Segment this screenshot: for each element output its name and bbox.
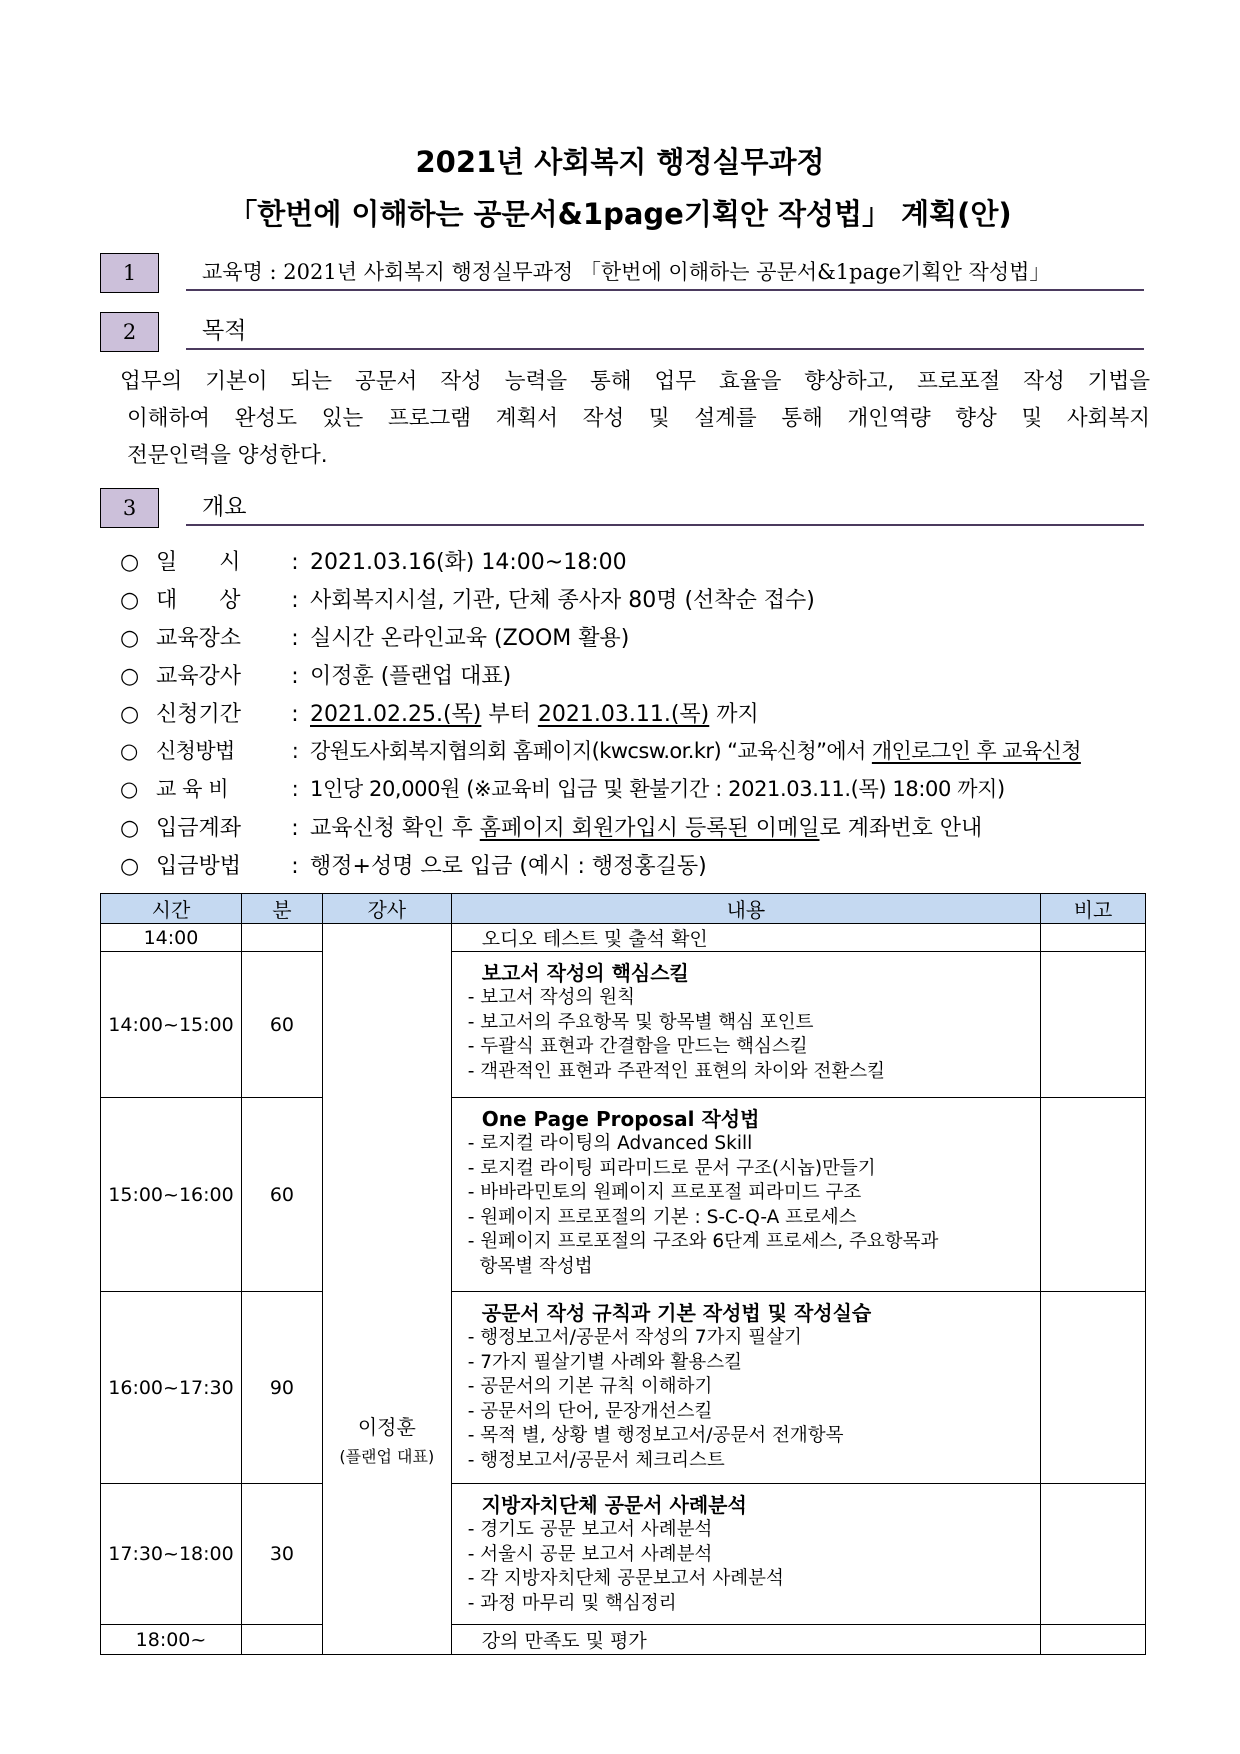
table-row [101,1625,1146,1655]
separator: : [291,739,299,763]
cell-minutes: 60 [241,952,322,1098]
overview-label: 일 시 [156,550,241,575]
list-item: 항목별 작성법 [467,1255,593,1277]
cell-instructor [322,924,451,1655]
overview-date [120,545,1170,576]
overview-value: 사회복지시설, 기관, 단체 종사자 80명 (선착순 접수) [310,588,815,613]
account-pre: 교육신청 확인 후 [310,816,480,841]
overview-value: 강원도사회복지협의회 홈페이지(kwcsw.or.kr) “교육신청”에서 [310,739,872,763]
cell-content [451,1098,1040,1292]
cell-minutes [241,1625,322,1655]
cell-time: 15:00~16:00 [101,1098,242,1292]
overview-label: 입금계좌 [156,816,242,841]
cell-note [1041,1098,1146,1292]
block-title: 지방자치단체 공문서 사례분석 [481,1493,747,1517]
separator: : [291,626,299,651]
purpose-line: 이해하여 완성도 있는 프로그램 계획서 작성 및 설계를 통해 개인역량 향상 및 사회복지 [127,406,1150,431]
list-item: - 행정보고서/공문서 체크리스트 [467,1449,725,1471]
cell-minutes: 90 [241,1292,322,1484]
circle-bullet-icon: ○ [120,588,140,613]
overview-account [120,811,1170,842]
cell-content: 오디오 테스트 및 출석 확인 [451,924,1040,952]
list-item: - 보고서 작성의 원칙 [467,987,636,1008]
section-heading: 목적 [186,312,1144,350]
cell-content [451,1292,1040,1484]
cell-note [1041,1484,1146,1625]
list-item: - 원페이지 프로포절의 기본 : S-C-Q-A 프로세스 [467,1206,857,1228]
overview-instructor [120,659,1170,690]
instructor-org: (플랜업 대표) [339,1447,435,1466]
list-item: - 과정 마무리 및 핵심정리 [467,1592,677,1614]
overview-value: 2021.03.16(화) 14:00~18:00 [310,550,627,575]
overview-period [120,697,1170,728]
header-note: 비고 [1041,894,1146,924]
instructor-name: 이정훈 [357,1415,416,1439]
overview-label: 신청기간 [156,702,242,727]
list-item: - 바바라민토의 원페이지 프로포절 피라미드 구조 [467,1182,862,1203]
list-item: - 두괄식 표현과 간결함을 만드는 핵심스킬 [467,1036,808,1057]
list-item: - 7가지 필살기별 사례와 활용스킬 [467,1351,743,1373]
cell-time: 14:00~15:00 [101,952,242,1098]
period-mid: 부터 [481,702,538,727]
overview-label: 교육강사 [156,664,242,689]
block-title: One Page Proposal 작성법 [481,1107,760,1131]
separator: : [291,816,299,841]
cell-minutes: 30 [241,1484,322,1625]
list-item: - 로지컬 라이팅의 Advanced Skill [467,1133,753,1154]
separator: : [291,550,299,575]
cell-time: 16:00~17:30 [101,1292,242,1484]
overview-value: 이정훈 (플랜업 대표) [310,664,512,689]
block-title: 보고서 작성의 핵심스킬 [481,961,689,985]
overview-fee [120,773,1170,803]
cell-minutes: 60 [241,1098,322,1292]
section-2 [100,312,1144,352]
separator: : [291,702,299,727]
separator: : [291,588,299,613]
circle-bullet-icon: ○ [120,854,140,879]
cell-content [451,952,1040,1098]
cell-minutes [241,924,322,952]
purpose-line: 전문인력을 양성한다. [127,443,328,468]
header-minutes: 분 [241,894,322,924]
overview-label: 교육장소 [156,626,242,651]
table-row [101,924,1146,952]
separator: : [291,854,299,879]
circle-bullet-icon: ○ [120,816,140,841]
section-number: 3 [100,488,159,528]
cell-note [1041,924,1146,952]
circle-bullet-icon: ○ [120,777,138,801]
cell-time: 17:30~18:00 [101,1484,242,1625]
circle-bullet-icon: ○ [120,550,140,575]
period-start: 2021.02.25.(목) [310,702,482,727]
overview-deposit [120,849,1170,880]
list-item: - 목적 별, 상황 별 행정보고서/공문서 전개항목 [467,1425,844,1446]
circle-bullet-icon: ○ [120,739,138,763]
table-row [101,1292,1146,1484]
cell-note [1041,1625,1146,1655]
list-item: - 서울시 공문 보고서 사례분석 [467,1543,713,1565]
separator: : [291,777,299,801]
cell-note [1041,1292,1146,1484]
overview-emphasis: 개인로그인 후 교육신청 [871,739,1081,763]
overview-value: 실시간 온라인교육 (ZOOM 활용) [310,626,630,651]
period-post: 까지 [709,702,759,727]
section-heading: 개요 [186,488,1144,526]
header-time: 시간 [101,894,242,924]
overview-emphasis: 홈페이지 회원가입시 등록된 이메일 [479,816,820,841]
list-item: - 경기도 공문 보고서 사례분석 [467,1519,713,1540]
overview-label: 교 육 비 [156,777,229,801]
purpose-text [120,363,1150,474]
list-item: - 각 지방자치단체 공문보고서 사례분석 [467,1568,784,1589]
list-item: - 보고서의 주요항목 및 항목별 핵심 포인트 [467,1011,814,1033]
table-row [101,1098,1146,1292]
overview-label: 신청방법 [156,739,235,763]
overview-label: 입금방법 [156,854,242,879]
section-1 [100,253,1144,293]
overview-value: 1인당 20,000원 (※교육비 입금 및 환불기간 : 2021.03.11.(목) 18:00 까지) [310,777,1005,801]
cell-note [1041,952,1146,1098]
cell-time: 14:00 [101,924,242,952]
header-instructor: 강사 [322,894,451,924]
list-item: - 공문서의 단어, 문장개선스킬 [467,1400,713,1422]
account-post: 로 계좌번호 안내 [819,816,983,841]
cell-content [451,1484,1040,1625]
overview-method [120,735,1170,765]
list-item: - 객관적인 표현과 주관적인 표현의 차이와 전환스킬 [467,1060,885,1082]
section-heading: 교육명 : 2021년 사회복지 행정실무과정 「한번에 이해하는 공문서&1page기획안 작성법」 [186,253,1144,291]
purpose-line: 업무의 기본이 되는 공문서 작성 능력을 통해 업무 효율을 향상하고, 프로포절 작성 기법을 [120,369,1150,394]
table-row [101,1484,1146,1625]
block-title: 공문서 작성 규칙과 기본 작성법 및 작성실습 [481,1301,872,1325]
overview-venue [120,621,1170,652]
list-item: - 로지컬 라이팅 피라미드로 문서 구조(시놉)만들기 [467,1157,876,1179]
section-3 [100,488,1144,528]
circle-bullet-icon: ○ [120,702,140,727]
doc-title-line1: 2021년 사회복지 행정실무과정 [415,145,825,179]
list-item: - 공문서의 기본 규칙 이해하기 [467,1376,713,1397]
doc-title-line2: 「한번에 이해하는 공문서&1page기획안 작성법」 계획(안) [228,197,1012,231]
period-end: 2021.03.11.(목) [537,702,710,727]
circle-bullet-icon: ○ [120,626,140,651]
list-item: - 행정보고서/공문서 작성의 7가지 필살기 [467,1327,802,1348]
table-row [101,952,1146,1098]
header-content: 내용 [451,894,1040,924]
section-number: 1 [100,253,159,293]
list-item: - 원페이지 프로포절의 구조와 6단계 프로세스, 주요항목과 [467,1231,939,1252]
overview-label: 대 상 [156,588,241,613]
circle-bullet-icon: ○ [120,664,140,689]
overview-target [120,583,1170,614]
overview-value: 행정+성명 으로 입금 (예시 : 행정홍길동) [310,854,707,879]
cell-content: 강의 만족도 및 평가 [451,1625,1040,1655]
section-number: 2 [100,312,159,352]
separator: : [291,664,299,689]
table-header-row [101,894,1146,924]
schedule-table [100,893,1146,1655]
cell-time: 18:00~ [101,1625,242,1655]
